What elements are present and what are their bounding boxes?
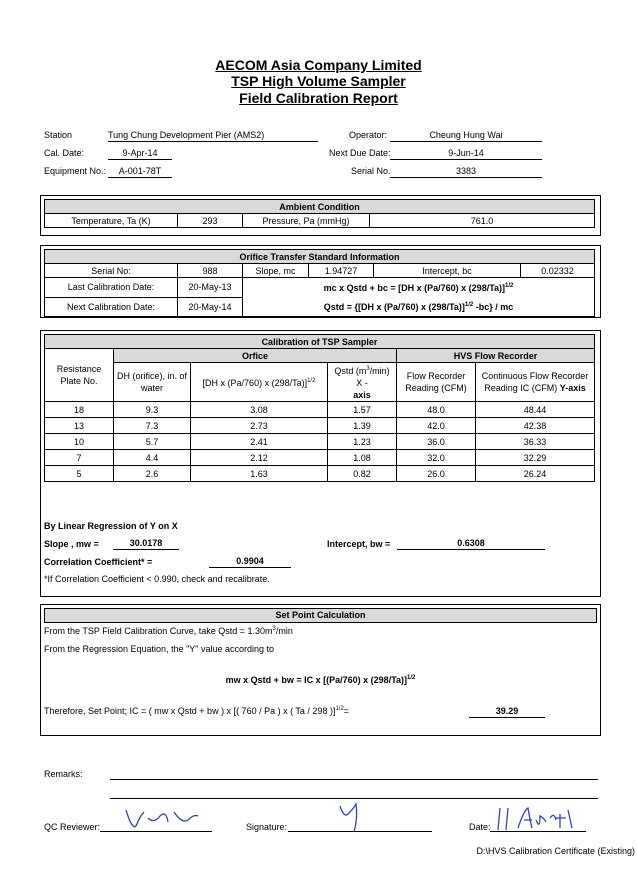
calibration-section [40, 330, 601, 597]
ambient-title: Ambient Condition [45, 200, 595, 214]
orifice-intercept-label: Intercept, bc [374, 264, 521, 278]
cell-reading: 32.0 [397, 450, 476, 466]
cell-qstd: 1.23 [328, 434, 397, 450]
cell-ic: 26.24 [476, 466, 595, 482]
calibration-title: Calibration of TSP Sampler [45, 335, 595, 349]
report-title: Field Calibration Report [239, 90, 398, 106]
orifice-formula-2: Qstd = {[DH x (Pa/760) x (298/Ta)]$^{1/2}$ -bc} / mc [323, 302, 514, 312]
setpoint-section [40, 604, 601, 736]
report-subtitle: TSP High Volume Sampler [231, 73, 406, 89]
company-title: AECOM Asia Company Limited [215, 57, 422, 73]
setpoint-line-2: From the Regression Equation, the "Y" value according to [44, 644, 275, 654]
cell-plate: 10 [45, 434, 114, 450]
cell-sqrt: 2.73 [191, 418, 328, 434]
temperature-label: Temperature, Ta (K) [45, 214, 178, 228]
remarks-line-2 [110, 798, 598, 799]
cell-plate: 5 [45, 466, 114, 482]
remarks-line-1 [110, 779, 598, 780]
cell-ic: 36.33 [476, 434, 595, 450]
signature-label: Signature: [246, 822, 288, 832]
cell-qstd: 0.82 [328, 466, 397, 482]
table-row [45, 402, 595, 418]
slope-value: 30.0178 [113, 537, 179, 550]
cell-dh: 9.3 [114, 402, 191, 418]
orifice-slope-label: Slope, mc [243, 264, 309, 278]
col-dh-header: DH (orifice), in. of water [114, 363, 191, 402]
equipment-value: A-001-78T [108, 165, 172, 178]
cell-dh: 7.3 [114, 418, 191, 434]
cell-qstd: 1.57 [328, 402, 397, 418]
orifice-serial-label: Serial No: [45, 264, 178, 278]
cell-ic: 48.44 [476, 402, 595, 418]
file-path: D:\HVS Calibration Certificate (Existing) [476, 846, 635, 856]
col-qstd-header: Qstd $(m^3/\min)$ X - axis [328, 363, 397, 402]
orifice-intercept-value: 0.02332 [521, 264, 595, 278]
table-row [45, 450, 595, 466]
serial-value: 3383 [390, 165, 542, 178]
last-cal-value: 20-May-13 [178, 278, 243, 298]
ambient-table [44, 199, 595, 228]
cell-sqrt: 3.08 [191, 402, 328, 418]
orifice-title: Orifice Transfer Standard Information [45, 250, 595, 264]
next-cal-label: Next Calibration Date: [45, 297, 178, 317]
operator-label: Operator: [349, 130, 388, 140]
orifice-table [44, 249, 595, 317]
setpoint-line-1: From the TSP Field Calibration Curve, take Qstd = $1.30m^3/\min$ [44, 626, 293, 636]
handwritten-date [494, 804, 584, 834]
cell-ic: 32.29 [476, 450, 595, 466]
orifice-section [40, 245, 601, 318]
qc-reviewer-signature [122, 804, 202, 834]
calibration-table [44, 334, 595, 482]
orifice-group-header: Orfice [114, 349, 397, 363]
ambient-section [40, 195, 601, 236]
setpoint-result: 39.29 [469, 705, 545, 718]
temperature-value: 293 [178, 214, 243, 228]
slope-label: Slope , mw = [44, 539, 99, 549]
cell-reading: 48.0 [397, 402, 476, 418]
regression-title: By Linear Regression of Y on X [44, 521, 178, 531]
col-ic-header: Continuous Flow Recorder Reading IC (CFM) Y-axis [476, 363, 595, 402]
cell-sqrt: 2.41 [191, 434, 328, 450]
setpoint-equation: mw x Qstd + bw = IC x [(Pa/760) x (298/Ta)]$^{1/2}$ [225, 675, 416, 685]
cal-date-label: Cal. Date: [44, 148, 85, 158]
col-reading-header: Flow Recorder Reading (CFM) [397, 363, 476, 402]
cal-date-value: 9-Apr-14 [108, 147, 172, 160]
correlation-value: 0.9904 [209, 555, 291, 568]
correlation-note: *If Correlation Coefficient < 0.990, check and recalibrate. [44, 574, 270, 584]
date-label: Date: [469, 822, 491, 832]
station-label: Station [44, 130, 73, 140]
cell-reading: 26.0 [397, 466, 476, 482]
remarks-label: Remarks: [44, 769, 83, 779]
cell-sqrt: 1.63 [191, 466, 328, 482]
cell-reading: 42.0 [397, 418, 476, 434]
operator-value: Cheung Hung Wai [390, 129, 542, 142]
cell-plate: 13 [45, 418, 114, 434]
cell-qstd: 1.08 [328, 450, 397, 466]
serial-label: Serial No. [351, 166, 391, 176]
orifice-slope-value: 1.94727 [309, 264, 374, 278]
cell-sqrt: 2.12 [191, 450, 328, 466]
cell-ic: 42.38 [476, 418, 595, 434]
pressure-value: 761.0 [370, 214, 595, 228]
intercept-label: Intercept, bw = [327, 539, 391, 549]
intercept-value: 0.6308 [397, 537, 545, 550]
qc-reviewer-label: QC Reviewer: [44, 822, 101, 832]
cell-dh: 5.7 [114, 434, 191, 450]
orifice-formulas [243, 278, 595, 317]
operator-signature [332, 800, 372, 836]
orifice-formula-1: mc x Qstd + bc = [DH x (Pa/760) x (298/Ta)]$^{1/2}$ [323, 283, 514, 293]
next-due-label: Next Due Date: [329, 148, 391, 158]
orifice-serial-value: 988 [178, 264, 243, 278]
next-due-value: 9-Jun-14 [390, 147, 542, 160]
cell-reading: 36.0 [397, 434, 476, 450]
cell-dh: 4.4 [114, 450, 191, 466]
next-cal-value: 20-May-14 [178, 297, 243, 317]
cell-dh: 2.6 [114, 466, 191, 482]
table-row [45, 434, 595, 450]
setpoint-title: Set Point Calculation [44, 608, 597, 623]
cell-plate: 7 [45, 450, 114, 466]
table-row [45, 418, 595, 434]
last-cal-label: Last Calibration Date: [45, 278, 178, 298]
pressure-label: Pressure, Pa (mmHg) [243, 214, 370, 228]
cell-plate: 18 [45, 402, 114, 418]
col-sqrt-header: [DH x (Pa/760) x (298/Ta)]$^{1/2}$ [191, 363, 328, 402]
table-row [45, 466, 595, 482]
hvs-group-header: HVS Flow Recorder [397, 349, 595, 363]
setpoint-line-3: Therefore, Set Point; IC = ( mw x Qstd + bw ) x [( 760 / Pa ) x ( Ta / 298 )]$^{1/2}$= [44, 706, 350, 716]
col-plate-header: Resistance Plate No. [45, 349, 114, 402]
cell-qstd: 1.39 [328, 418, 397, 434]
equipment-label: Equipment No.: [44, 166, 107, 176]
correlation-label: Correlation Coefficient* = [44, 557, 153, 567]
station-value: Tung Chung Development Pier (AMS2) [108, 129, 318, 142]
